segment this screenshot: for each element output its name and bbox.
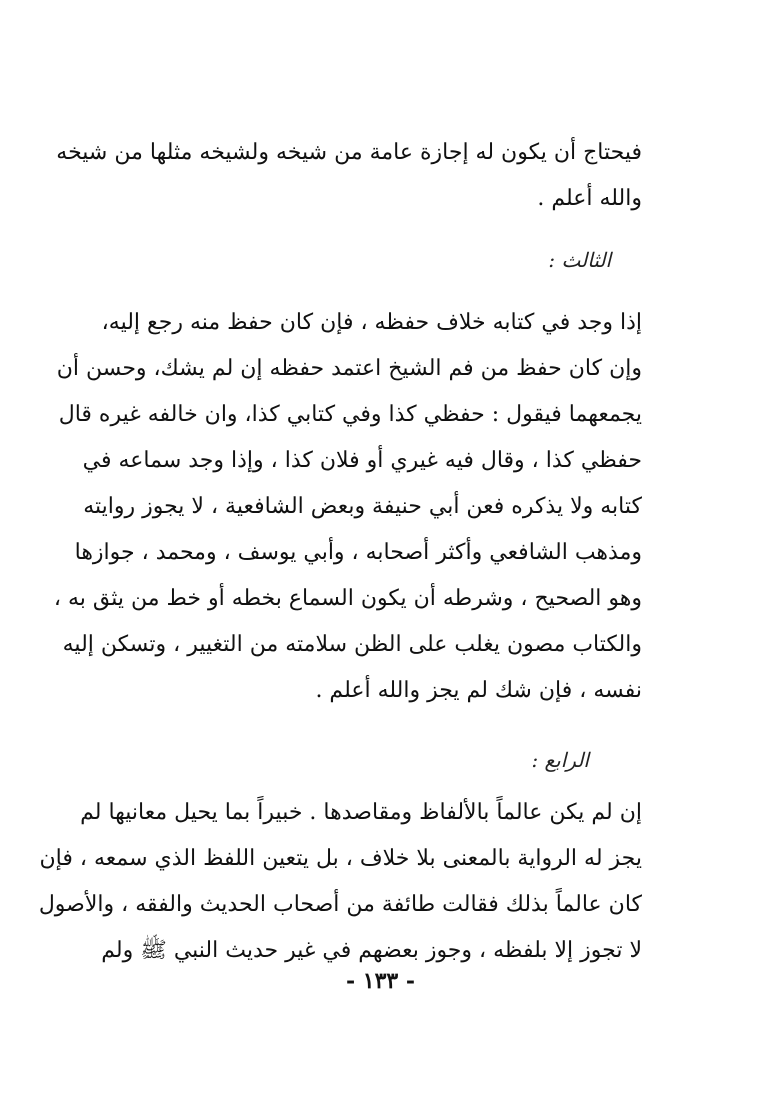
text-line: فيحتاج أن يكون له إجازة عامة من شيخه ولشيخه مثلها من شيخه [56,140,642,165]
paragraph-1 [56,130,642,222]
text-line: لا تجوز إلا بلفظه ، وجوز بعضهم في غير حديث النبي ﷺ ولم [101,938,642,963]
section-heading-fourth: الرابع : [531,748,589,772]
page-number: - ١٣٣ - [345,968,416,994]
text-line: نفسه ، فإن شك لم يجز والله أعلم . [315,678,642,703]
text-line: كتابه ولا يذكره فعن أبي حنيفة وبعض الشافعية ، لا يجوز روايته [83,494,642,519]
paragraph-2 [53,300,642,714]
text-line: والله أعلم . [537,186,642,211]
text-line: ومذهب الشافعي وأكثر أصحابه ، وأبي يوسف ، ومحمد ، جوازها [74,540,642,565]
text-line: كان عالماً بذلك فقالت طائفة من أصحاب الحديث والفقه ، والأصول [38,892,642,917]
section-heading-third: الثالث : [548,248,611,272]
text-line: إن لم يكن عالماً بالألفاظ ومقاصدها . خبيراً بما يحيل معانيها لم [80,800,642,825]
paragraph-3 [38,790,642,974]
text-line: حفظي كذا ، وقال فيه غيري أو فلان كذا ، وإذا وجد سماعه في [82,448,642,473]
text-line: وإن كان حفظ من فم الشيخ اعتمد حفظه إن لم يشك، وحسن أن [56,356,642,381]
text-line: وهو الصحيح ، وشرطه أن يكون السماع بخطه أو خط من يثق به ، [53,586,642,611]
text-line: يجمعهما فيقول : حفظي كذا وفي كتابي كذا، وان خالفه غيره قال [58,402,642,427]
text-line: يجز له الرواية بالمعنى بلا خلاف ، بل يتعين اللفظ الذي سمعه ، فإن [39,846,642,871]
text-line: والكتاب مصون يغلب على الظن سلامته من التغيير ، وتسكن إليه [62,632,642,657]
text-line: إذا وجد في كتابه خلاف حفظه ، فإن كان حفظ منه رجع إليه، [101,310,642,335]
